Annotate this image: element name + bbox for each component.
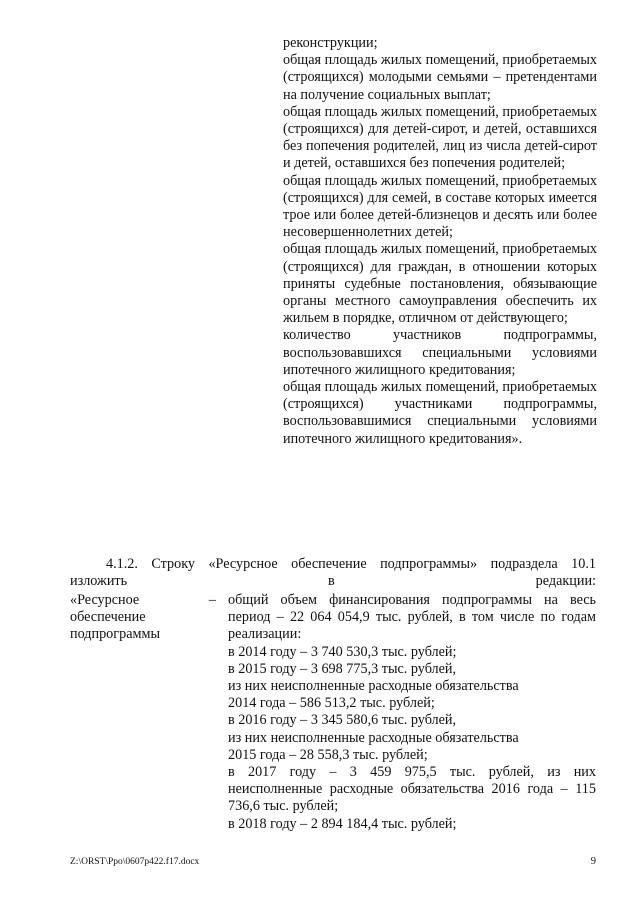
file-path: Z:\ORST\Ppo\0607p422.f17.docx [70,857,200,867]
resource-line: в 2016 году – 3 345 580,6 тыс. рублей, [228,712,457,729]
indicator-item: общая площадь жилых помещений, приобретаемых (строящихся) для семей, в составе которых имеется трое или более детей-близнецов и десять или более несовершеннолетних детей; [283,172,597,241]
resource-line: в 2018 году – 2 894 184,4 тыс. рублей; [228,815,457,832]
indicator-item: количество участников подпрограммы, воспользовавшихся специальными условиями ипотечного жилищного кредитования; [283,327,597,378]
amendment-paragraph [70,556,596,590]
indicator-list [283,35,597,448]
resource-line: из них неисполненные расходные обязательства [228,678,519,695]
resource-line: 2014 года – 586 513,2 тыс. рублей; [228,695,435,712]
resource-line: в 2015 году – 3 698 775,3 тыс. рублей, [228,660,457,677]
indicator-item: реконструкции; [283,35,378,51]
indicator-item: общая площадь жилых помещений, приобретаемых (строящихся) для детей-сирот, и детей, оставшихся без попечения родителей, лиц из числа детей-сирот и детей, оставшихся без попечения родителей; [283,103,597,172]
indicator-item: общая площадь жилых помещений, приобретаемых (строящихся) для граждан, в отношении которых приняты судебные постановления, обязывающие органы местного самоуправления обеспечить их жильем в порядке, отличном от действующего; [283,241,597,327]
resource-line: общий объем финансирования подпрограммы на весь период – 22 064 054,9 тыс. рублей, в том числе по годам реализации: [228,592,596,643]
indicator-item: общая площадь жилых помещений, приобретаемых (строящихся) участниками подпрограммы, воспользовавшимися специальными условиями ипотечного жилищного кредитования». [283,379,597,447]
resource-dash: – [208,592,216,608]
page-number: 9 [590,856,596,867]
resource-line: из них неисполненные расходные обязательства [228,729,519,746]
amendment-text: 4.1.2. Строку «Ресурсное обеспечение подпрограммы» подраздела 10.1 изложить в редакции: [70,556,596,590]
resource-line: 2015 года – 28 558,3 тыс. рублей; [228,746,428,763]
resource-label-cell [70,592,218,644]
resource-line: в 2014 году – 3 740 530,3 тыс. рублей; [228,643,457,660]
resource-label: «Ресурсное обеспечение подпрограммы [70,592,160,643]
resource-line: в 2017 году – 3 459 975,5 тыс. рублей, из них неисполненные расходные обязательства 2016 года – 115 736,6 тыс. рублей; [228,764,596,815]
indicator-item: общая площадь жилых помещений, приобретаемых (строящихся) молодыми семьями – претендентами на получение социальных выплат; [283,52,597,103]
resource-value-cell [228,592,596,833]
